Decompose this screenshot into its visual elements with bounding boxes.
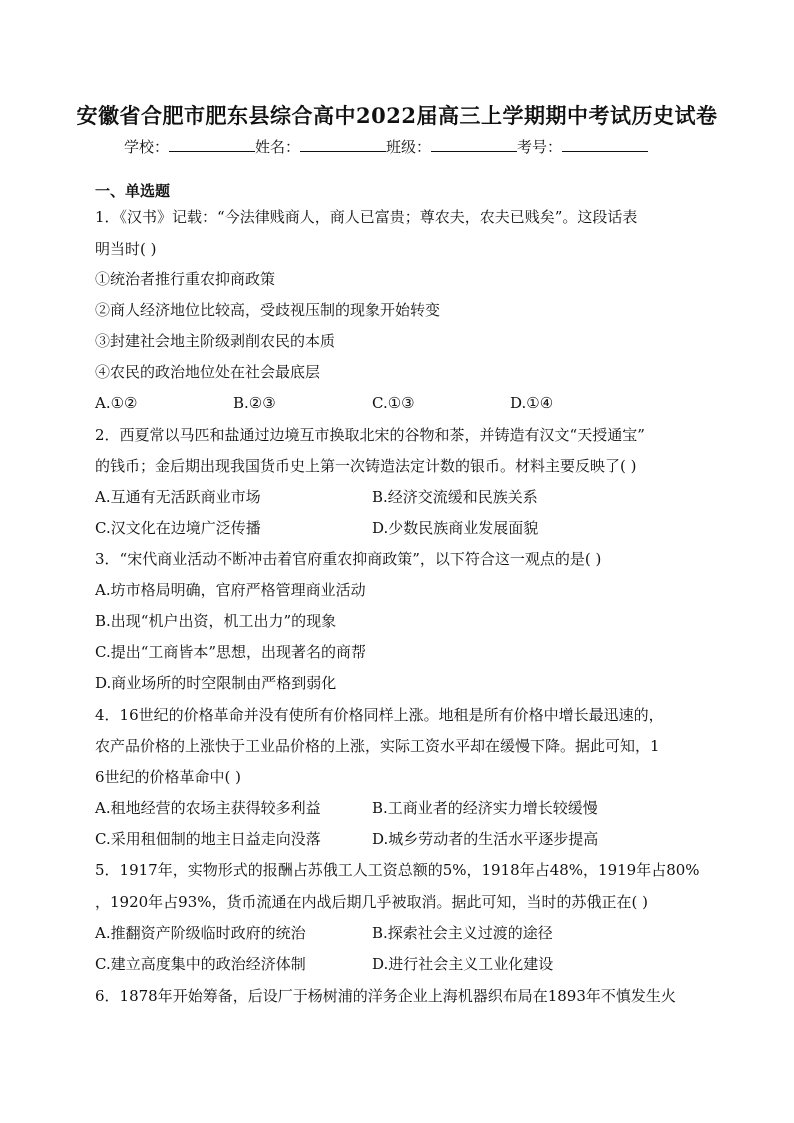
name-label: 姓名： [255, 138, 301, 156]
q5-option-b: B.探索社会主义过渡的途径 [372, 924, 553, 942]
q3-stem-line-1: 3．“宋代商业活动不断冲击着官府重农抑商政策”，以下符合这一观点的是( ) [95, 550, 602, 568]
q5-option-d: D.进行社会主义工业化建设 [372, 955, 554, 973]
q6-stem-line-1: 6．1878年开始筹备，后设厂于杨树浦的洋务企业上海机器织布局在1893年不慎发生火 [95, 987, 676, 1005]
q2-option-d: D.少数民族商业发展面貌 [372, 519, 539, 537]
section-heading: 一、单选题 [95, 182, 171, 200]
q4-option-c: C.采用租佃制的地主日益走向没落 [95, 830, 321, 848]
q1-stem-line-2: 明当时( ) [95, 240, 157, 258]
q3-option-c: C.提出“工商皆本”思想，出现著名的商帮 [95, 643, 367, 661]
q1-option-b: B.②③ [233, 394, 276, 412]
q2-stem-line-1: 2．西夏常以马匹和盐通过边境互市换取北宋的谷物和茶，并铸造有汉文“天授通宝” [95, 426, 645, 444]
student-info-line [124, 136, 648, 157]
q4-option-a: A.租地经营的农场主获得较多利益 [95, 799, 321, 817]
q2-option-b: B.经济交流缓和民族关系 [372, 488, 538, 506]
q1-statement-1: ①统治者推行重农抑商政策 [95, 270, 276, 288]
q2-stem-line-2: 的钱币；金后期出现我国货币史上第一次铸造法定计数的银币。材料主要反映了( ) [95, 457, 637, 475]
q1-statement-2: ②商人经济地位比较高，受歧视压制的现象开始转变 [95, 301, 441, 319]
q3-option-d: D.商业场所的时空限制由严格到弱化 [95, 674, 337, 692]
name-blank [300, 137, 386, 152]
q5-stem-line-2: ，1920年占93%，货币流通在内战后期几乎被取消。据此可知，当时的苏俄正在( ) [95, 893, 648, 911]
q5-stem-line-1: 5．1917年，实物形式的报酬占苏俄工人工资总额的5%，1918年占48%，1919年占80% [95, 861, 700, 879]
class-blank [431, 137, 517, 152]
school-blank [169, 137, 255, 152]
q2-option-a: A.互通有无活跃商业市场 [95, 488, 261, 506]
q2-option-c: C.汉文化在边境广泛传播 [95, 519, 261, 537]
number-label: 考号： [517, 138, 563, 156]
q4-stem-line-1: 4．16世纪的价格革命并没有使所有价格同样上涨。地租是所有价格中增长最迅速的， [95, 706, 664, 724]
page-title: 安徽省合肥市肥东县综合高中2022届高三上学期期中考试历史试卷 [76, 103, 718, 128]
q1-option-d: D.①④ [510, 394, 554, 412]
q1-stem-line-1: 1．《汉书》记载：“今法律贱商人，商人已富贵；尊农夫，农夫已贱矣”。这段话表 [95, 208, 638, 226]
q4-option-b: B.工商业者的经济实力增长较缓慢 [372, 799, 598, 817]
q3-option-b: B.出现“机户出资，机工出力”的现象 [95, 612, 337, 630]
q5-option-c: C.建立高度集中的政治经济体制 [95, 955, 306, 973]
q1-option-a: A.①② [95, 394, 138, 412]
q1-statement-3: ③封建社会地主阶级剥削农民的本质 [95, 332, 336, 350]
q4-option-d: D.城乡劳动者的生活水平逐步提高 [372, 830, 599, 848]
q4-stem-line-2: 农产品价格的上涨快于工业品价格的上涨，实际工资水平却在缓慢下降。据此可知，1 [95, 737, 660, 755]
q1-statement-4: ④农民的政治地位处在社会最底层 [95, 363, 321, 381]
school-label: 学校： [124, 138, 170, 156]
class-label: 班级： [386, 138, 432, 156]
q1-option-c: C.①③ [372, 394, 415, 412]
q5-option-a: A.推翻资产阶级临时政府的统治 [95, 924, 306, 942]
q4-stem-line-3: 6世纪的价格革命中( ) [95, 768, 242, 786]
q3-option-a: A.坊市格局明确，官府严格管理商业活动 [95, 581, 366, 599]
number-blank [562, 137, 648, 152]
